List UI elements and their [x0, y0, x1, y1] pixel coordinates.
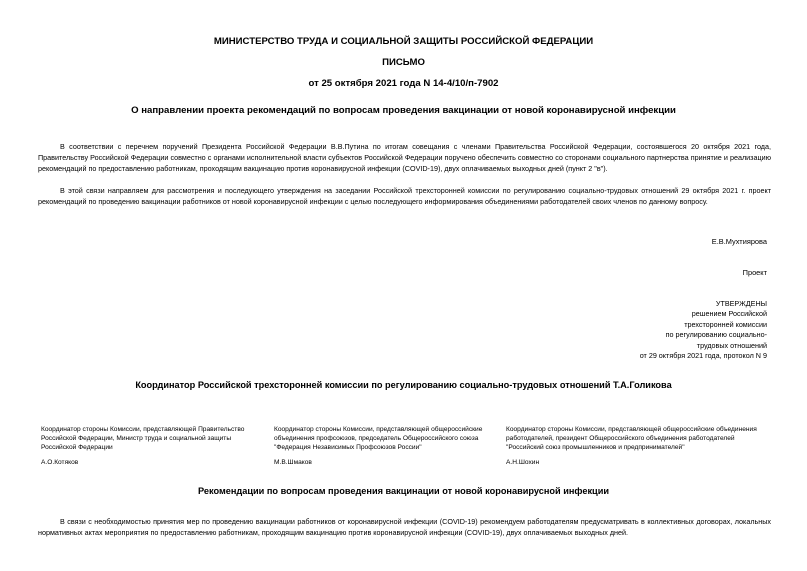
coordinator-title: Координатор Российской трехсторонней комиссии по регулированию социально-трудовых отношений Т.А.Голикова: [135, 380, 672, 390]
approval-line: решением Российской: [691, 309, 767, 319]
document-type: ПИСЬМО: [382, 57, 425, 68]
signatory-block: [41, 425, 259, 467]
body-paragraph-2: В этой связи направляем для рассмотрения и последующего утверждения на заседании Российской трехсторонней комиссии по регулированию социально-трудовых отношений 29 октября 2021 г. проект рекомендаций по проведению вакцинации работников от новой коронавирусной инфекции с целью последующего информирования объединениями работодателей своих членов по данному вопросу.: [38, 186, 771, 206]
signatory-name: А.О.Котяков: [41, 458, 79, 466]
document-date-number: от 25 октября 2021 года N 14-4/10/п-7902: [308, 78, 499, 89]
document-subject: О направлении проекта рекомендаций по вопросам проведения вакцинации от новой коронавирусной инфекции: [131, 105, 676, 116]
signatory-name: А.Н.Шохин: [506, 458, 540, 466]
signatory-role: Координатор стороны Комиссии, представляющей общероссийские объединения работодателей, президент Общероссийского объединения работодателей "Российский союз промышленников и предпринимателей": [506, 426, 757, 452]
approval-line: от 29 октября 2021 года, протокол N 9: [639, 351, 767, 361]
signatory-block: [506, 425, 766, 467]
approval-stamp: [567, 299, 767, 361]
signatory-block: [274, 425, 492, 467]
approval-line: трехсторонней комиссии: [684, 319, 767, 329]
signatory-name: М.В.Шмаков: [274, 458, 312, 466]
approval-line: УТВЕРЖДЕНЫ: [715, 299, 767, 308]
signatory-role: Координатор стороны Комиссии, представляющей общероссийские объединения профсоюзов, председатель Общероссийского союза "Федерация Независимых Профсоюзов России": [274, 426, 483, 452]
approval-line: трудовых отношений: [696, 340, 767, 350]
body-paragraph-1: В соответствии с перечнем поручений Президента Российской Федерации В.В.Путина по итогам совещания с членами Правительства Российской Федерации, состоявшегося 20 октября 2021 года, Правительству Российской Федерации совместно с органами исполнительной власти субъектов Российской Федерации поручено обеспечить совместно со сторонами социального партнерства принятие и реализацию рекомендаций по предоставлению работникам, проходящим вакцинацию против коронавирусной инфекции (COVID-19), двух оплачиваемых выходных дней (пункт 2 "в").: [38, 142, 771, 173]
project-label: Проект: [742, 268, 767, 277]
signatory-role: Координатор стороны Комиссии, представляющей Правительство Российской Федерации, Министр труда и социальной защиты Российской Федерации: [41, 426, 245, 452]
recommendations-title: Рекомендации по вопросам проведения вакцинации от новой коронавирусной инфекции: [197, 486, 610, 496]
approval-line: по регулированию социально-: [665, 330, 767, 340]
ministry-heading: МИНИСТЕРСТВО ТРУДА И СОЦИАЛЬНОЙ ЗАЩИТЫ РОССИЙСКОЙ ФЕДЕРАЦИИ: [213, 36, 594, 47]
signer-name: Е.В.Мухтиярова: [711, 237, 767, 246]
recommendations-paragraph-1: В связи с необходимостью принятия мер по проведению вакцинации работников от коронавирусной инфекции (COVID-19) рекомендуем работодателям предусматривать в коллективных договорах, локальных нормативных актах мероприятия по предоставлению работникам, проходящим вакцинацию против коронавирусной инфекции (COVID-19), двух оплачиваемых выходных дней.: [38, 517, 771, 537]
